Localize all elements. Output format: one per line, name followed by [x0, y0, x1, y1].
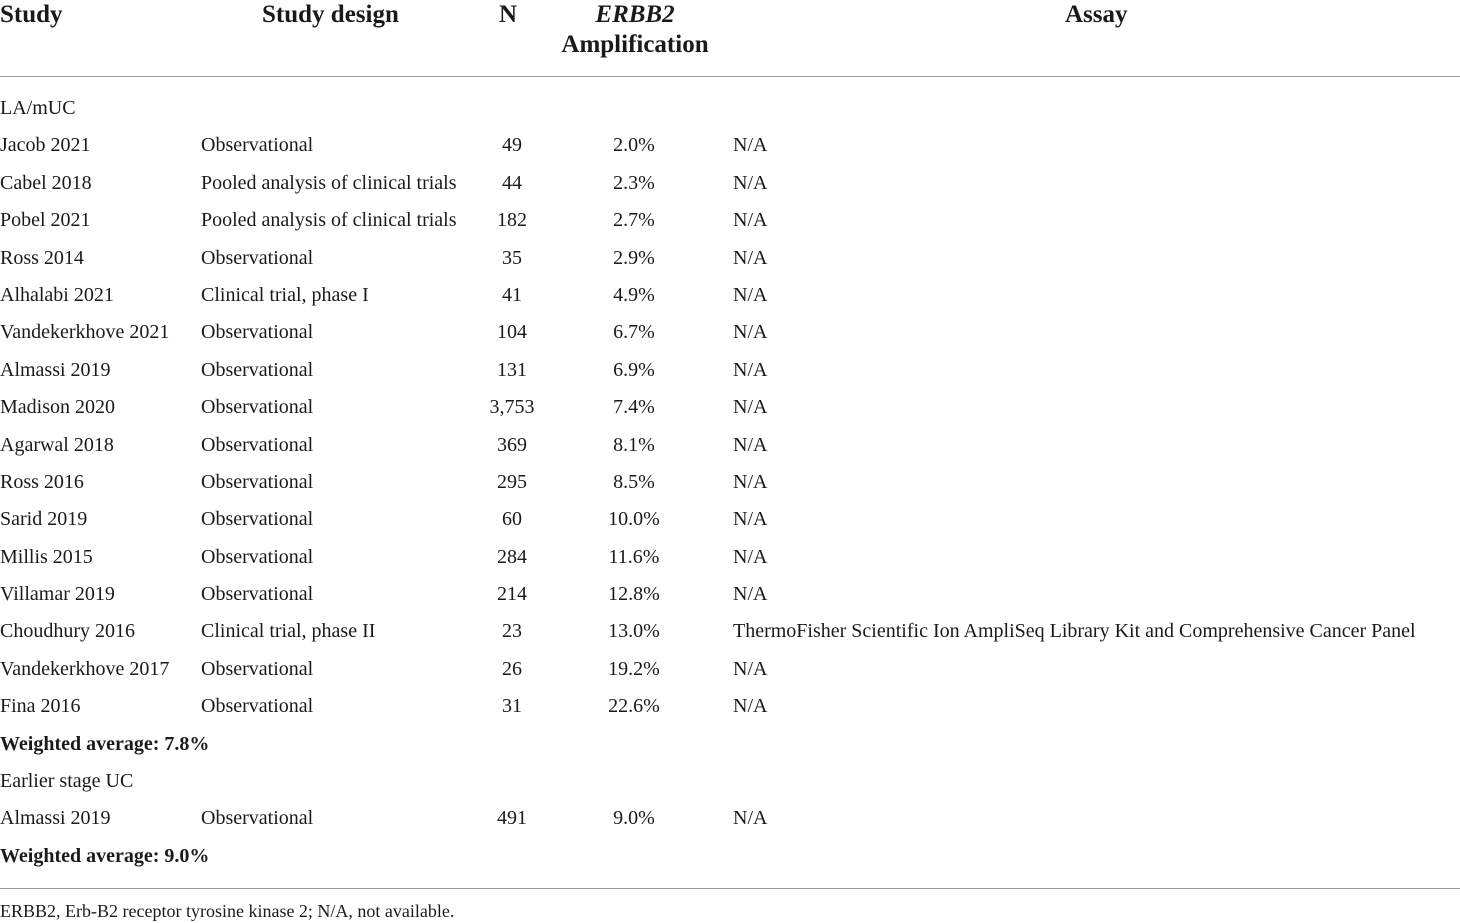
table-row — [0, 277, 1460, 314]
cell-study: Villamar 2019 — [0, 583, 115, 606]
table-row — [0, 240, 1460, 277]
header-assay: Assay — [1065, 1, 1128, 28]
cell-n: 49 — [502, 134, 522, 157]
weighted-average: Weighted average: 7.8% — [0, 732, 210, 755]
section-label: LA/mUC — [0, 97, 76, 119]
cell-study: Pobel 2021 — [0, 209, 91, 232]
cell-n: 369 — [497, 433, 527, 456]
cell-study: Madison 2020 — [0, 396, 115, 419]
cell-assay: N/A — [733, 209, 768, 232]
cell-amplification: 8.1% — [613, 433, 655, 456]
cell-assay: N/A — [733, 433, 768, 456]
cell-study: Vandekerkhove 2021 — [0, 321, 170, 344]
cell-study: Jacob 2021 — [0, 134, 91, 157]
cell-assay: N/A — [733, 470, 768, 493]
cell-assay: N/A — [733, 807, 768, 830]
section-label: Earlier stage UC — [0, 770, 134, 793]
cell-n: 35 — [502, 246, 522, 269]
cell-amplification: 19.2% — [608, 657, 660, 680]
cell-assay: N/A — [733, 583, 768, 606]
table-row — [0, 800, 1460, 837]
cell-amplification: 11.6% — [608, 545, 660, 568]
cell-study-design: Observational — [201, 321, 314, 344]
cell-amplification: 13.0% — [608, 620, 660, 643]
cell-n: 26 — [502, 657, 522, 680]
cell-study-design: Pooled analysis of clinical trials — [201, 171, 457, 194]
cell-study: Sarid 2019 — [0, 508, 88, 531]
footer-rule — [0, 888, 1460, 889]
cell-assay: N/A — [733, 171, 768, 194]
table-row — [0, 576, 1460, 613]
cell-study: Almassi 2019 — [0, 358, 111, 381]
cell-study-design: Observational — [201, 358, 314, 381]
cell-amplification: 2.9% — [613, 246, 655, 269]
table-row — [0, 464, 1460, 501]
cell-assay: ThermoFisher Scientific Ion AmpliSeq Library Kit and Comprehensive Cancer Panel — [733, 620, 1416, 643]
header-study-design: Study design — [262, 1, 399, 28]
cell-n: 131 — [497, 358, 527, 381]
cell-study-design: Observational — [201, 583, 314, 606]
header-n: N — [499, 1, 518, 28]
cell-n: 295 — [497, 470, 527, 493]
cell-n: 41 — [502, 283, 522, 306]
section-label-row — [0, 763, 1460, 800]
cell-study-design: Observational — [201, 470, 314, 493]
cell-study-design: Observational — [201, 433, 314, 456]
table-row — [0, 389, 1460, 426]
cell-study-design: Clinical trial, phase II — [201, 620, 376, 643]
table-row — [0, 613, 1460, 650]
header-erbb2-amplification — [556, 0, 714, 60]
weighted-average: Weighted average: 9.0% — [0, 844, 210, 867]
cell-assay: N/A — [733, 545, 768, 568]
cell-assay: N/A — [733, 134, 768, 157]
cell-amplification: 12.8% — [608, 583, 660, 606]
cell-n: 3,753 — [489, 396, 535, 419]
table-body — [0, 90, 1460, 875]
cell-amplification: 2.7% — [613, 209, 655, 232]
cell-study: Ross 2016 — [0, 470, 84, 493]
cell-assay: N/A — [733, 396, 768, 419]
cell-n: 104 — [497, 321, 527, 344]
weighted-average-row — [0, 838, 1460, 875]
cell-n: 60 — [502, 508, 522, 531]
cell-study-design: Observational — [201, 246, 314, 269]
header-rule — [0, 76, 1460, 77]
cell-amplification: 2.3% — [613, 171, 655, 194]
cell-study: Choudhury 2016 — [0, 620, 135, 643]
cell-study: Agarwal 2018 — [0, 433, 114, 456]
cell-study-design: Observational — [201, 695, 314, 718]
cell-study: Alhalabi 2021 — [0, 283, 114, 306]
cell-study: Cabel 2018 — [0, 171, 92, 194]
header-study: Study — [0, 1, 63, 28]
table-row — [0, 314, 1460, 351]
table-row — [0, 539, 1460, 576]
cell-n: 214 — [497, 583, 527, 606]
table-row — [0, 651, 1460, 688]
cell-study-design: Observational — [201, 657, 314, 680]
cell-assay: N/A — [733, 283, 768, 306]
cell-n: 44 — [502, 171, 522, 194]
table-row — [0, 688, 1460, 725]
cell-study: Ross 2014 — [0, 246, 84, 269]
cell-study-design: Observational — [201, 396, 314, 419]
cell-assay: N/A — [733, 246, 768, 269]
table-row — [0, 352, 1460, 389]
cell-amplification: 10.0% — [608, 508, 660, 531]
cell-n: 182 — [497, 209, 527, 232]
cell-amplification: 22.6% — [608, 695, 660, 718]
cell-study-design: Observational — [201, 134, 314, 157]
cell-amplification: 7.4% — [613, 396, 655, 419]
cell-assay: N/A — [733, 695, 768, 718]
header-amp-word: Amplification — [561, 31, 709, 58]
weighted-average-row — [0, 726, 1460, 763]
cell-amplification: 4.9% — [613, 283, 655, 306]
table-footnote: ERBB2, Erb-B2 receptor tyrosine kinase 2; N/A, not available. — [0, 901, 455, 921]
cell-assay: N/A — [733, 508, 768, 531]
table-row — [0, 427, 1460, 464]
cell-n: 284 — [497, 545, 527, 568]
cell-study: Vandekerkhove 2017 — [0, 657, 170, 680]
cell-study-design: Observational — [201, 807, 314, 830]
table-row — [0, 202, 1460, 239]
cell-study-design: Clinical trial, phase I — [201, 283, 369, 306]
cell-assay: N/A — [733, 358, 768, 381]
table-row — [0, 165, 1460, 202]
cell-study-design: Pooled analysis of clinical trials — [201, 209, 457, 232]
cell-assay: N/A — [733, 321, 768, 344]
header-amp-gene: ERBB2 — [595, 1, 675, 28]
cell-amplification: 9.0% — [613, 807, 655, 830]
cell-n: 31 — [502, 695, 522, 718]
table-row — [0, 127, 1460, 164]
cell-n: 23 — [502, 620, 522, 643]
section-label-row — [0, 90, 1460, 127]
cell-amplification: 6.9% — [613, 358, 655, 381]
cell-amplification: 6.7% — [613, 321, 655, 344]
cell-study: Fina 2016 — [0, 695, 81, 718]
cell-n: 491 — [497, 807, 527, 830]
cell-amplification: 8.5% — [613, 470, 655, 493]
cell-study: Almassi 2019 — [0, 807, 111, 830]
cell-assay: N/A — [733, 657, 768, 680]
cell-study: Millis 2015 — [0, 545, 93, 568]
table-row — [0, 501, 1460, 538]
cell-study-design: Observational — [201, 508, 314, 531]
cell-study-design: Observational — [201, 545, 314, 568]
cell-amplification: 2.0% — [613, 134, 655, 157]
